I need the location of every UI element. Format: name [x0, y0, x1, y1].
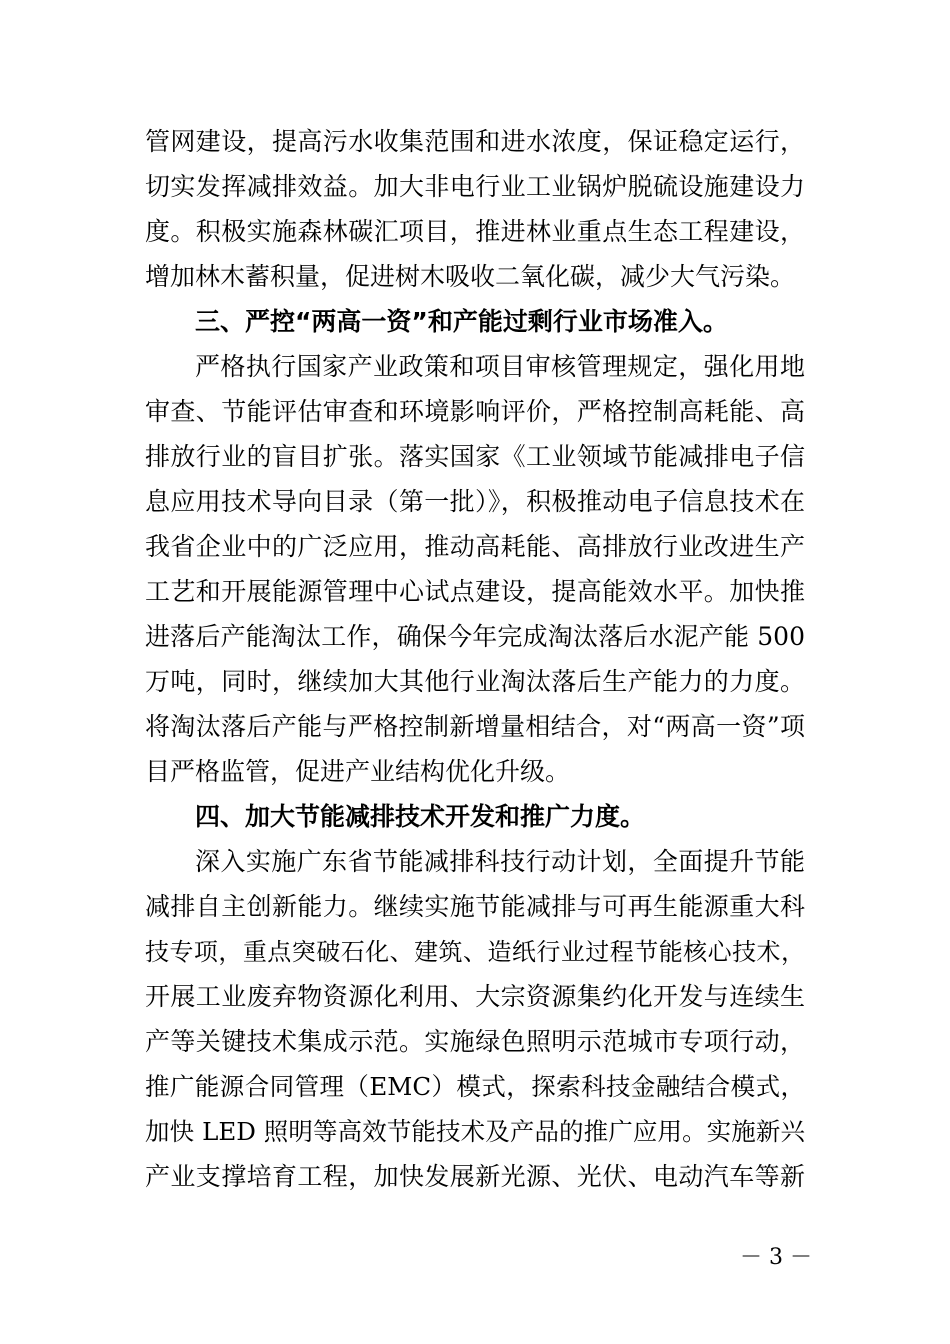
body-line: 深入实施广东省节能减排科技行动计划，全面提升节能	[195, 847, 805, 876]
body-line: 万吨，同时，继续加大其他行业淘汰落后生产能力的力度。	[145, 667, 805, 696]
body-line: 工艺和开展能源管理中心试点建设，提高能效水平。加快推	[145, 577, 805, 606]
page-number: － 3 －	[740, 1245, 812, 1270]
body-line: 加快 LED 照明等高效节能技术及产品的推广应用。实施新兴	[145, 1117, 805, 1146]
body-line: 将淘汰落后产能与严格控制新增量相结合，对“两高一资”项	[145, 712, 805, 741]
body-line: 增加林木蓄积量，促进树木吸收二氧化碳，减少大气污染。	[145, 262, 796, 291]
body-line: 推广能源合同管理（EMC）模式，探索科技金融结合模式，	[145, 1072, 805, 1101]
section-heading-4: 四、加大节能减排技术开发和推广力度。	[195, 802, 646, 831]
body-line: 排放行业的盲目扩张。落实国家《工业领域节能减排电子信	[145, 442, 805, 471]
body-line: 目严格监管，促进产业结构优化升级。	[145, 757, 571, 786]
body-line: 产业支撑培育工程，加快发展新光源、光伏、电动汽车等新	[145, 1162, 805, 1191]
section-heading-3: 三、严控“两高一资”和产能过剩行业市场准入。	[195, 307, 728, 336]
body-line: 息应用技术导向目录（第一批）》，积极推动电子信息技术在	[145, 487, 805, 516]
body-line: 进落后产能淘汰工作，确保今年完成淘汰落后水泥产能 500	[145, 622, 805, 651]
body-line: 审查、节能评估审查和环境影响评价，严格控制高耗能、高	[145, 397, 805, 426]
body-line: 切实发挥减排效益。加大非电行业工业锅炉脱硫设施建设力	[145, 172, 805, 201]
body-line: 开展工业废弃物资源化利用、大宗资源集约化开发与连续生	[145, 982, 805, 1011]
body-line: 严格执行国家产业政策和项目审核管理规定，强化用地	[195, 352, 805, 381]
body-line: 度。积极实施森林碳汇项目，推进林业重点生态工程建设，	[145, 217, 805, 246]
body-line: 技专项，重点突破石化、建筑、造纸行业过程节能核心技术，	[145, 938, 805, 966]
body-line: 管网建设，提高污水收集范围和进水浓度，保证稳定运行，	[145, 127, 805, 156]
body-line: 我省企业中的广泛应用，推动高耗能、高排放行业改进生产	[145, 532, 805, 561]
body-line: 产等关键技术集成示范。实施绿色照明示范城市专项行动，	[145, 1027, 805, 1056]
body-line: 减排自主创新能力。继续实施节能减排与可再生能源重大科	[145, 892, 805, 921]
